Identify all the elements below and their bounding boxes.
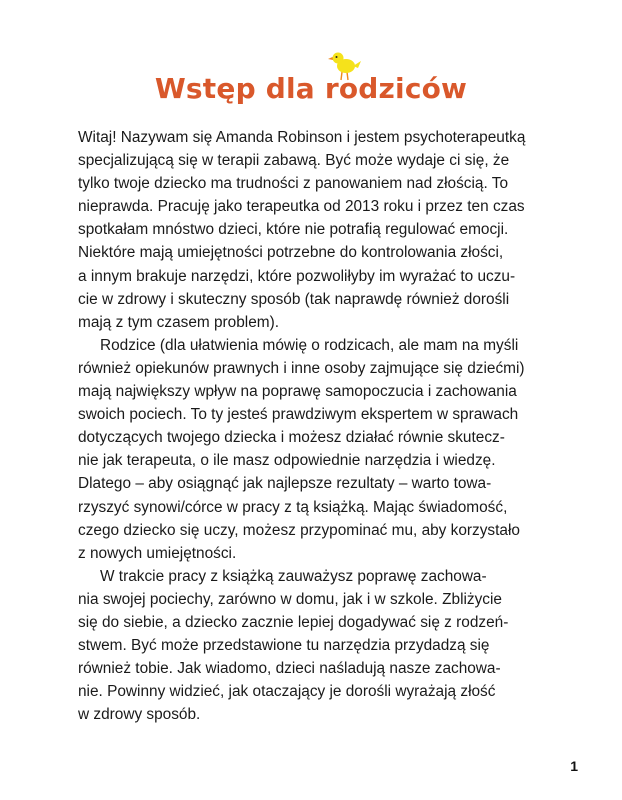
text-line: nia swojej pociechy, zarówno w domu, jak i w szkole. Zbliżycie <box>78 590 502 608</box>
text-line: również tobie. Jak wiadomo, dzieci naśladują nasze zachowa- <box>78 660 501 678</box>
text-line: specjalizującą się w terapii zabawą. Być może wydaje ci się, że <box>78 152 510 170</box>
text-line: cie w zdrowy i skuteczny sposób (tak naprawdę również dorośli <box>78 290 510 308</box>
text-line: rzyszyć synowi/córce w pracy z tą książką. Mając świadomość, <box>78 498 508 516</box>
text-line: a innym brakuje narzędzi, które pozwoliłyby im wyrażać to uczu- <box>78 267 516 285</box>
text-line: mają największy wpływ na poprawę samopoczucia i zachowania <box>78 383 517 401</box>
text-line: dotyczących twojego dziecka i możesz działać równie skutecz- <box>78 429 505 447</box>
text-line: nie. Powinny widzieć, jak otaczający je dorośli wyrażają złość <box>78 683 496 701</box>
paragraph <box>78 334 554 565</box>
paragraph <box>78 126 554 334</box>
text-line: nieprawda. Pracuję jako terapeutka od 2013 roku i przez ten czas <box>78 198 525 216</box>
text-line: Witaj! Nazywam się Amanda Robinson i jestem psychoterapeutką <box>78 129 526 146</box>
text-line: swoich pociech. To ty jesteś prawdziwym ekspertem w sprawach <box>78 406 519 424</box>
text-line: Rodzice (dla ułatwienia mówię o rodzicach, ale mam na myśli <box>100 336 519 354</box>
text-line: również opiekunów prawnych i inne osoby zajmujące się dziećmi) <box>78 359 525 377</box>
text-line: W trakcie pracy z książką zauważysz poprawę zachowa- <box>100 567 487 585</box>
text-line: stwem. Być może przedstawione tu narzędzia przydadzą się <box>78 637 490 655</box>
text-line: się do siebie, a dziecko zacznie lepiej dogadywać się z rodzeń- <box>78 613 509 631</box>
text-line: z nowych umiejętności. <box>78 544 237 562</box>
text-line: nie jak terapeuta, o ile masz odpowiednie narzędzia i wiedzę. <box>78 452 496 470</box>
page-title: Wstęp dla rodziców <box>154 72 468 105</box>
text-line: tylko twoje dziecko ma trudności z panowaniem nad złością. To <box>78 175 509 193</box>
intro-text <box>78 126 554 726</box>
text-line: mają z tym czasem problem). <box>78 313 279 331</box>
text-line: czego dziecko się uczy, możesz przypominać mu, aby korzystało <box>78 521 520 539</box>
text-line: w zdrowy sposób. <box>78 706 201 724</box>
paragraph <box>78 565 554 727</box>
text-line: Dlatego – aby osiągnąć jak najlepsze rezultaty – warto towa- <box>78 475 492 493</box>
text-line: Niektóre mają umiejętności potrzebne do kontrolowania złości, <box>78 244 504 262</box>
text-line: spotkałam mnóstwo dzieci, które nie potrafią regulować emocji. <box>78 221 509 239</box>
page-number: 1 <box>570 758 578 774</box>
